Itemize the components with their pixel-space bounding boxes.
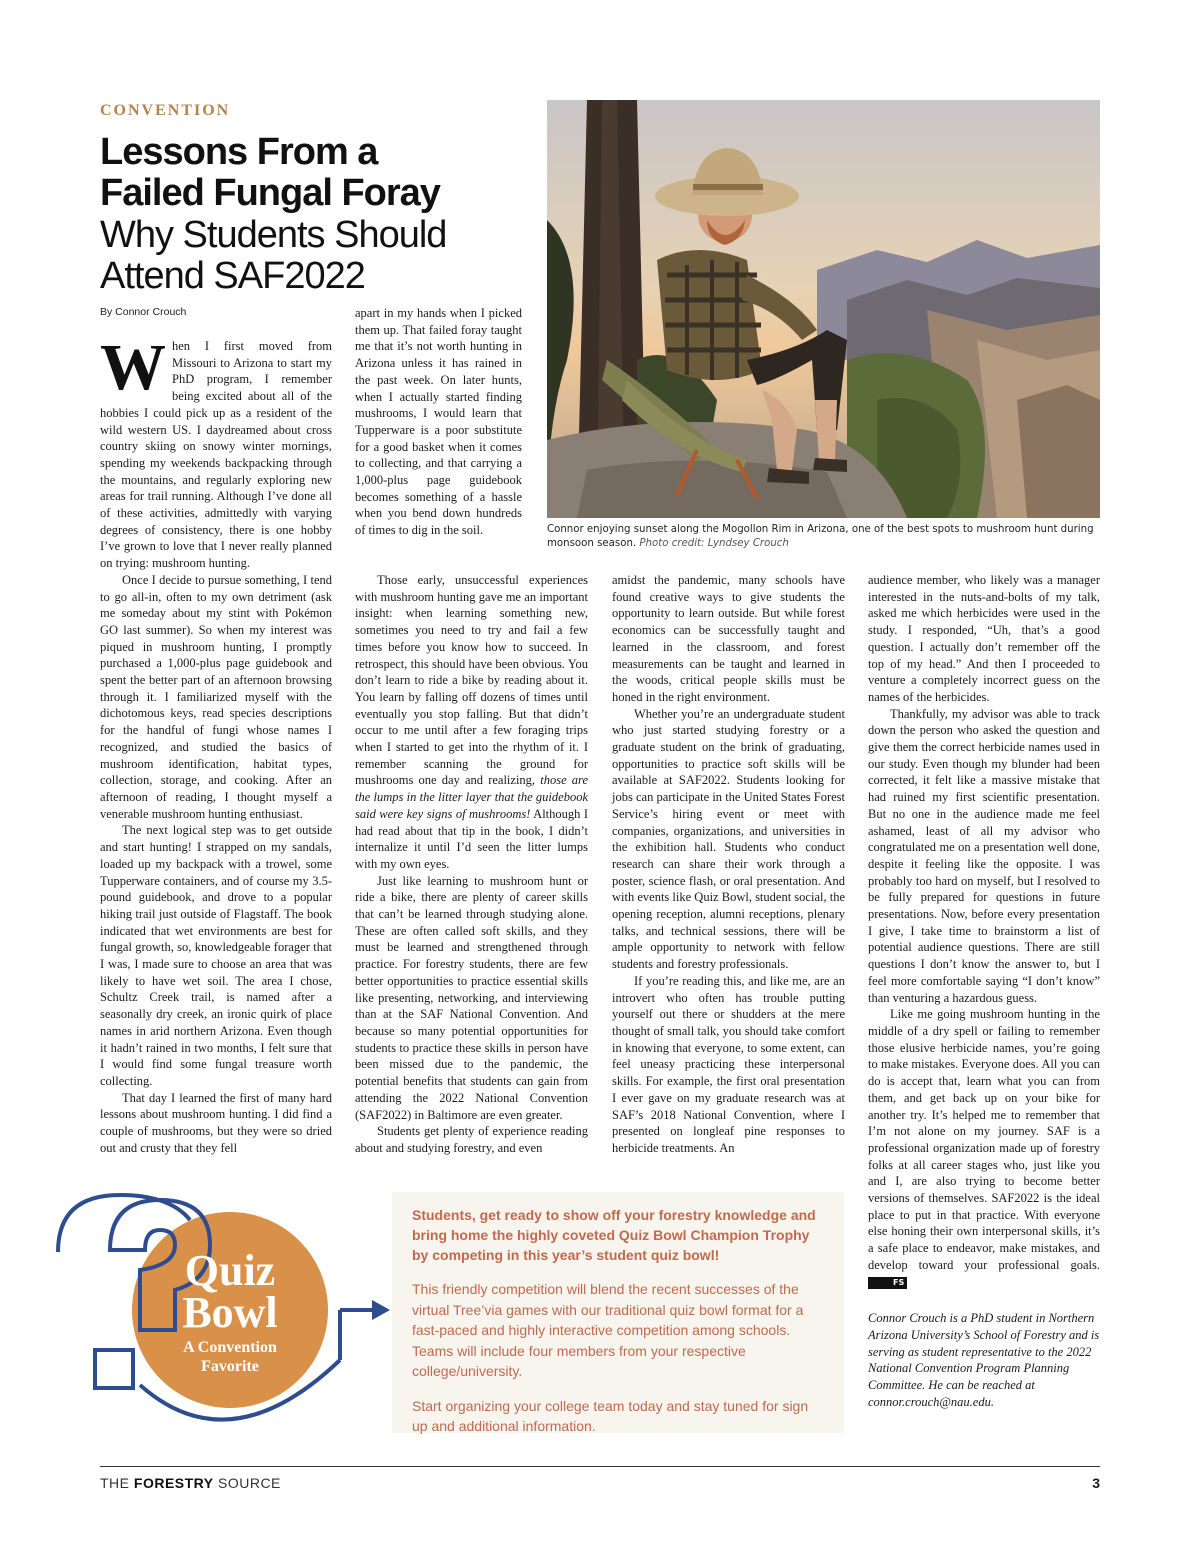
article-paragraph: amidst the pandemic, many schools have found creative ways to give students the opportunity to learn outside. But while forest economics can be successfully taught and learned in the classroom, and forest measurements can be taught and learned in the woods, critical people skills must be honed in the right environment.	[612, 573, 845, 704]
paragraph-5-italic: those are the lumps in the litter layer that the guidebook said were key signs of mushrooms!	[355, 773, 588, 821]
article-paragraph: Whether you’re an undergraduate student who just started studying forestry or a graduate student on the brink of graduating, opportunities to practice soft skills will be available at SAF2022. Students looking for jobs can participate in the United States Forest Service’s hiring event or meet with companies, organizations, and universities in the exhibition hall. Students who conduct research can share their work through a poster, science flash, or oral presentation. And with events like Quiz Bowl, student social, the opening reception, alumni receptions, plenary talks, and technical sessions, there will be ample opportunity to network with fellow students and forestry professionals.	[612, 706, 845, 972]
article-column-1	[100, 331, 332, 1156]
end-mark-badge: FS	[868, 1277, 907, 1289]
photo-caption	[547, 523, 1100, 551]
subheadline	[100, 215, 460, 297]
quiz-bowl-promo-text	[412, 1205, 826, 1451]
article-paragraph: audience member, who likely was a manager interested in the nuts-and-bolts of my talk, asked me which herbicides were used in the study. I responded, “Uh, that’s a good question. I actually don’t remember off the top of my head.” And then I proceeded to venture a completely incorrect guess on the names of the herbicides.	[868, 573, 1100, 704]
article-paragraph: apart in my hands when I picked them up. That failed foray taught me that it’s not worth hunting in Arizona unless it has rained in the past week. On later hunts, when I actually started finding mushrooms, I would learn that Tupperware is a poor substitute for a good basket when it comes to collecting, and that carrying a 1,000-plus page guidebook becomes something of a hassle when you bend down hundreds of times to dig in the soil.	[355, 306, 522, 538]
article-paragraph: The next logical step was to get outside and start hunting! I strapped on my sandals, loaded up my backpack with a trowel, some Tupperware containers, and of course my 3.5-pound guidebook, and drove to a popular hiking trail just outside of Flagstaff. The book indicated that wet environments are best for fungal growth, so, knowledgeable forager that I was, I made sure to choose an area that was likely to have wet soil. The area I chose, Schultz Creek trail, is named after a seasonally dry creek, an ironic quirk of place names in arid northern Arizona. Even though it hadn’t rained in two months, I felt sure that I would find some fungal treasure worth collecting.	[100, 823, 332, 1088]
promo-lead: Students, get ready to show off your forestry knowledge and bring home the highly coveted Quiz Bowl Champion Trophy by competing in this year’s student quiz bowl!	[412, 1207, 816, 1263]
article-paragraph: Thankfully, my advisor was able to track down the person who asked the question and give them the correct herbicide names used in our study. Even though my blunder had been corrected, it felt like a massive mistake that had ruined my first scientific presentation. But no one in the audience made me feel ashamed, least of all my advisor who congratulated me on a presentation well done, despite it feeling like the opposite. I was probably too hard on myself, but I resolved to be fully prepared for questions in future presentations. Now, before every presentation I give, I take time to brainstorm a list of potential audience questions. There are still questions I don’t know the answer to, but I feel more comfortable saying “I don’t know” than venturing a hazardous guess.	[868, 706, 1100, 1005]
headline-line-2: Failed Fungal Foray	[100, 172, 440, 214]
article-photo	[547, 100, 1100, 518]
photo-credit: Photo credit: Lyndsey Crouch	[639, 538, 789, 549]
footer-divider	[100, 1466, 1100, 1467]
quiz-bowl-subtitle	[150, 1338, 310, 1376]
quiz-bowl-subtitle-2: Favorite	[201, 1358, 259, 1375]
caption-text: Connor enjoying sunset along the Mogollon Rim in Arizona, one of the best spots to mushroom hunt during monsoon season.	[547, 524, 1094, 549]
quiz-bowl-title-2: Bowl	[182, 1288, 278, 1337]
paragraph-5-start: Those early, unsuccessful experiences with mushroom hunting gave me an important insight: when learning something new, sometimes you need to try and fail a few times before you know how to succeed. In retrospect, this should have been obvious. You don’t learn to ride a bike by reading about it. You learn by falling off dozens of times until eventually you stop falling. But that didn’t occur to me until after a few foraging trips when I started to get into the rhythm of it. I remember scanning the ground for mushrooms one day and realizing,	[355, 573, 588, 788]
article-paragraph: Once I decide to pursue something, I tend to go all-in, often to my own detriment (ask me someday about my stint with Pokémon GO last summer). So when my interest was piqued in mushroom hunting, I promptly purchased a 1,000-plus page guidebook and spent the better part of an afternoon browsing through it. I familiarized myself with the dichotomous keys, read species descriptions for the handful of fungi whose names I recognized, and studied the basics of mushroom identification, habitat types, collection, storage, and cooking. After an afternoon of reading, I thought myself a venerable mushroom hunting enthusiast.	[100, 572, 332, 821]
article-column-3	[612, 572, 845, 1157]
publication-name	[100, 1475, 281, 1491]
pub-the: THE	[100, 1475, 130, 1491]
article-column-2	[355, 572, 588, 1157]
article-paragraph	[355, 572, 588, 873]
headline	[100, 132, 460, 214]
byline: By Connor Crouch	[100, 306, 187, 318]
section-label: CONVENTION	[100, 102, 231, 119]
pub-source: SOURCE	[218, 1475, 281, 1491]
article-paragraph: Students get plenty of experience reading about and studying forestry, and even	[355, 1124, 588, 1155]
article-paragraph: That day I learned the first of many hard lessons about mushroom hunting. I did find a couple of mushrooms, but they were so dried out and crusty that they fell	[100, 1090, 332, 1155]
paragraph-11-text: Like me going mushroom hunting in the middle of a dry spell or failing to remember those elusive herbicide names, you’re going to make mistakes. Everyone does. All you can do is accept that, learn what you can from them, and get back up on your bike for another try. It’s helped me to remember that I’m not alone on my journey. SAF is a professional organization made up of forestry folks at all career stages who, just like you and I, are also trying to become better versions of themselves. SAF2022 is the ideal place to put in that practice. With everyone else honing their own interpersonal skills, it’s a safe place to endeavor, make mistakes, and develop toward your professional goals.	[868, 1007, 1100, 1272]
headline-line-1: Lessons From a	[100, 131, 378, 173]
author-bio: Connor Crouch is a PhD student in Northern Arizona University’s School of Forestry and is serving as student representative to the 2022 National Convention Program Planning Committee. He can be reached at connor.crouch@nau.edu.	[868, 1311, 1100, 1409]
article-column-2-top	[355, 305, 522, 539]
page-number: 3	[1092, 1475, 1100, 1491]
drop-cap: W	[100, 331, 166, 404]
article-column-4	[868, 572, 1100, 1410]
article-paragraph: Just like learning to mushroom hunt or ride a bike, there are plenty of career skills that can’t be learned through studying alone. These are often called soft skills, and they must be learned and strengthened through practice. For forestry students, there are few better opportunities to practice essential skills like presenting, networking, and interviewing than at the SAF National Convention. And because so many potential opportunities for students to practice these skills in person have been missed due to the pandemic, the potential benefits that students can gain from attending the 2022 National Convention (SAF2022) in Baltimore are even greater.	[355, 873, 588, 1122]
paragraph-1-text: hen I first moved from Missouri to Arizona to start my PhD program, I remember being excited about all of the hobbies I could pick up as a resident of the wild western US. I daydreamed about cross country skiing on snowy winter mornings, spending my weekends backpacking through the mountains, and regularly exploring new areas for trail running. Although I’ve done all of these activities, admittedly with varying degrees of consistency, there is one hobby I’ve grown to love that I never really planned on trying: mushroom hunting.	[100, 339, 332, 571]
promo-body-2: Start organizing your college team today and stay tuned for sign up and additional information.	[412, 1397, 809, 1434]
promo-body-1: This friendly competition will blend the recent successes of the virtual Tree’via games with our traditional quiz bowl format for a fast-paced and highly interactive competition among schools. Teams will include four members from your respective college/university.	[412, 1281, 804, 1379]
article-paragraph	[100, 331, 332, 572]
subheadline-line-1: Why Students Should	[100, 214, 447, 256]
quiz-bowl-title-1: Quiz	[184, 1246, 276, 1295]
subheadline-line-2: Attend SAF2022	[100, 255, 365, 297]
quiz-bowl-title	[150, 1246, 310, 1337]
article-paragraph	[868, 1006, 1100, 1290]
quiz-bowl-subtitle-1: A Convention	[183, 1339, 277, 1356]
article-paragraph: If you’re reading this, and like me, are an introvert who often has trouble putting yourself out there or shudders at the mere thought of small talk, you should take comfort in knowing that everyone, to some extent, can feel uneasy practicing these interpersonal skills. For example, the first oral presentation I ever gave on my graduate research was at SAF’s 2018 National Convention, where I presented on longleaf pine responses to herbicide treatments. An	[612, 973, 845, 1155]
paragraph-5-end: Although I had read about that tip in the book, I didn’t internalize it until I’d seen the litter lumps with my own eyes.	[355, 806, 589, 871]
pub-forestry: FORESTRY	[133, 1475, 214, 1491]
